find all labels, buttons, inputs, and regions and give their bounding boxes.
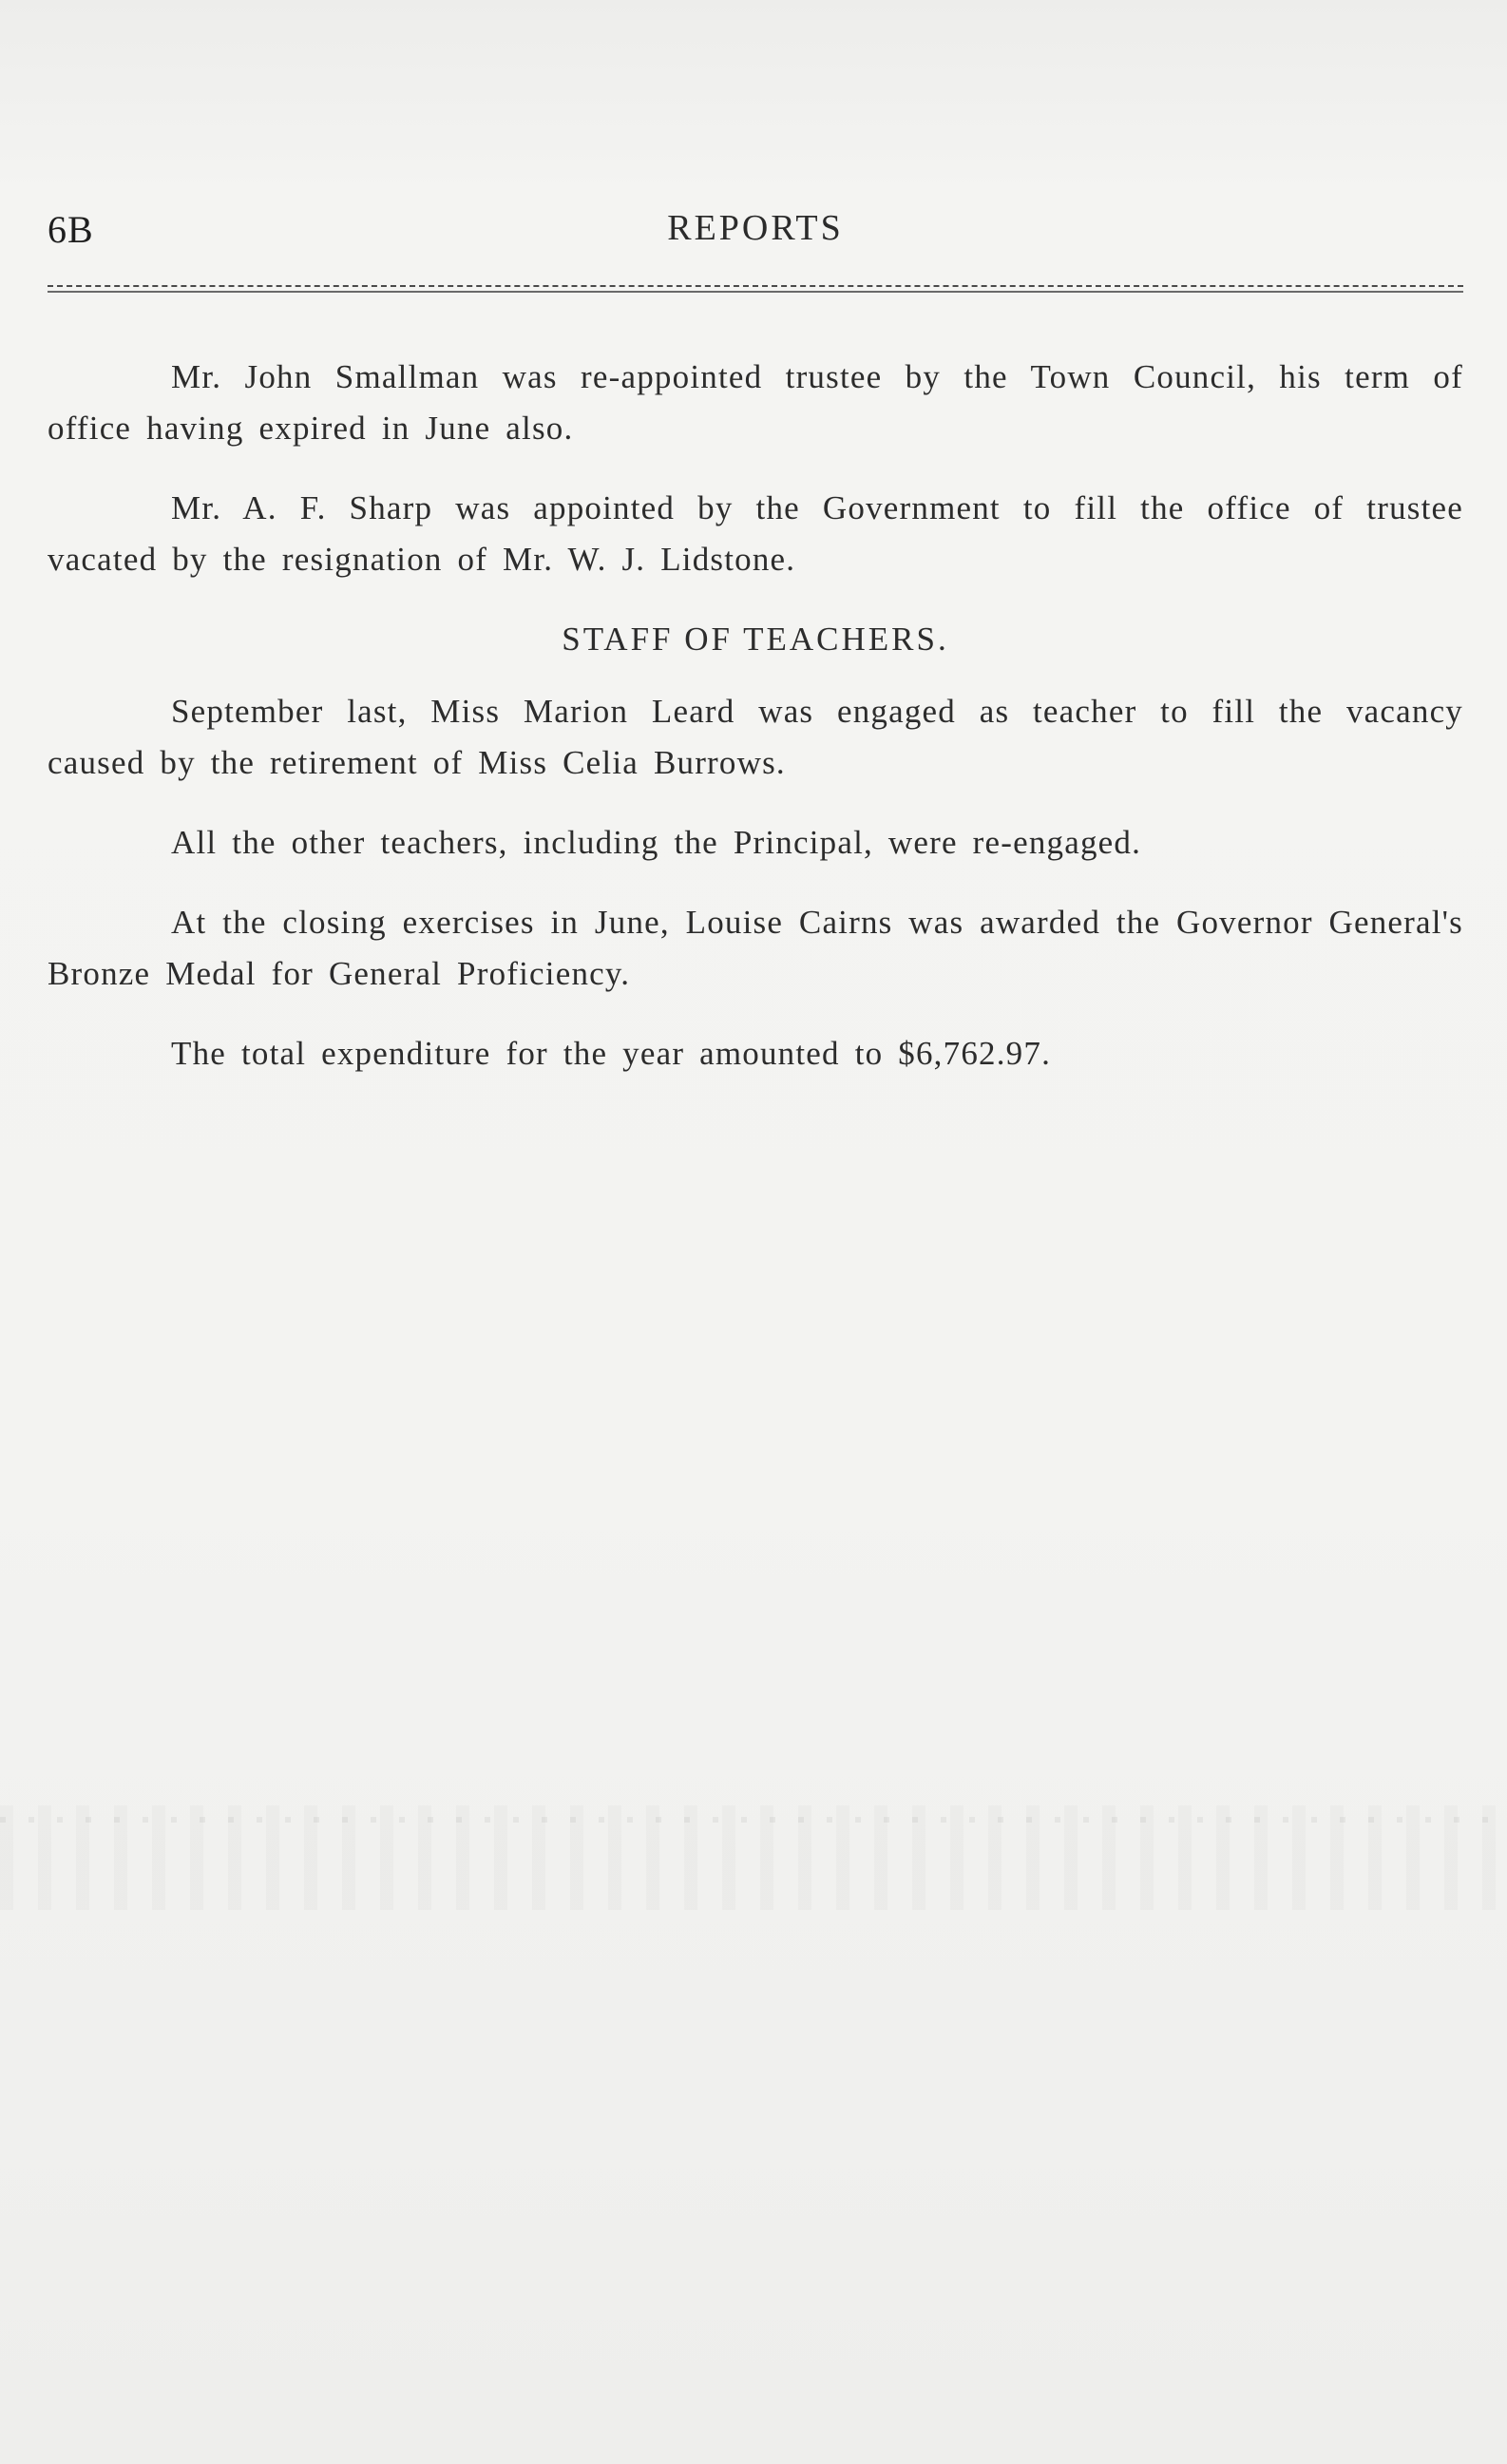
report-body (48, 352, 1463, 1108)
paragraph-reengaged: All the other teachers, including the Principal, were re-engaged. (171, 824, 1142, 861)
paragraph-sharp: Mr. A. F. Sharp was appointed by the Government to fill the office of trustee vacated by the resignation of Mr. W. J. Lidstone. (48, 489, 1463, 578)
paragraph-expenditure: The total expenditure for the year amounted to $6,762.97. (171, 1035, 1052, 1072)
paragraph-medal: At the closing exercises in June, Louise Cairns was awarded the Governor General's Bronze Medal for General Proficiency. (48, 904, 1463, 992)
page-header (48, 201, 1463, 258)
paragraph-smallman: Mr. John Smallman was re-appointed trustee by the Town Council, his term of office having expired in June also. (48, 358, 1463, 447)
paragraph-leard: September last, Miss Marion Leard was engaged as teacher to fill the vacancy caused by the retirement of Miss Celia Burrows. (48, 693, 1463, 781)
show-through-decoration-3 (0, 1817, 1507, 1823)
section-heading-staff: STAFF OF TEACHERS. (562, 621, 949, 658)
running-head: REPORTS (667, 208, 844, 248)
header-rule (48, 285, 1463, 295)
header-rule-top (48, 285, 1463, 287)
show-through-decoration-2 (0, 1805, 1507, 1910)
page-number: 6B (48, 208, 94, 251)
header-rule-bottom (48, 291, 1463, 293)
